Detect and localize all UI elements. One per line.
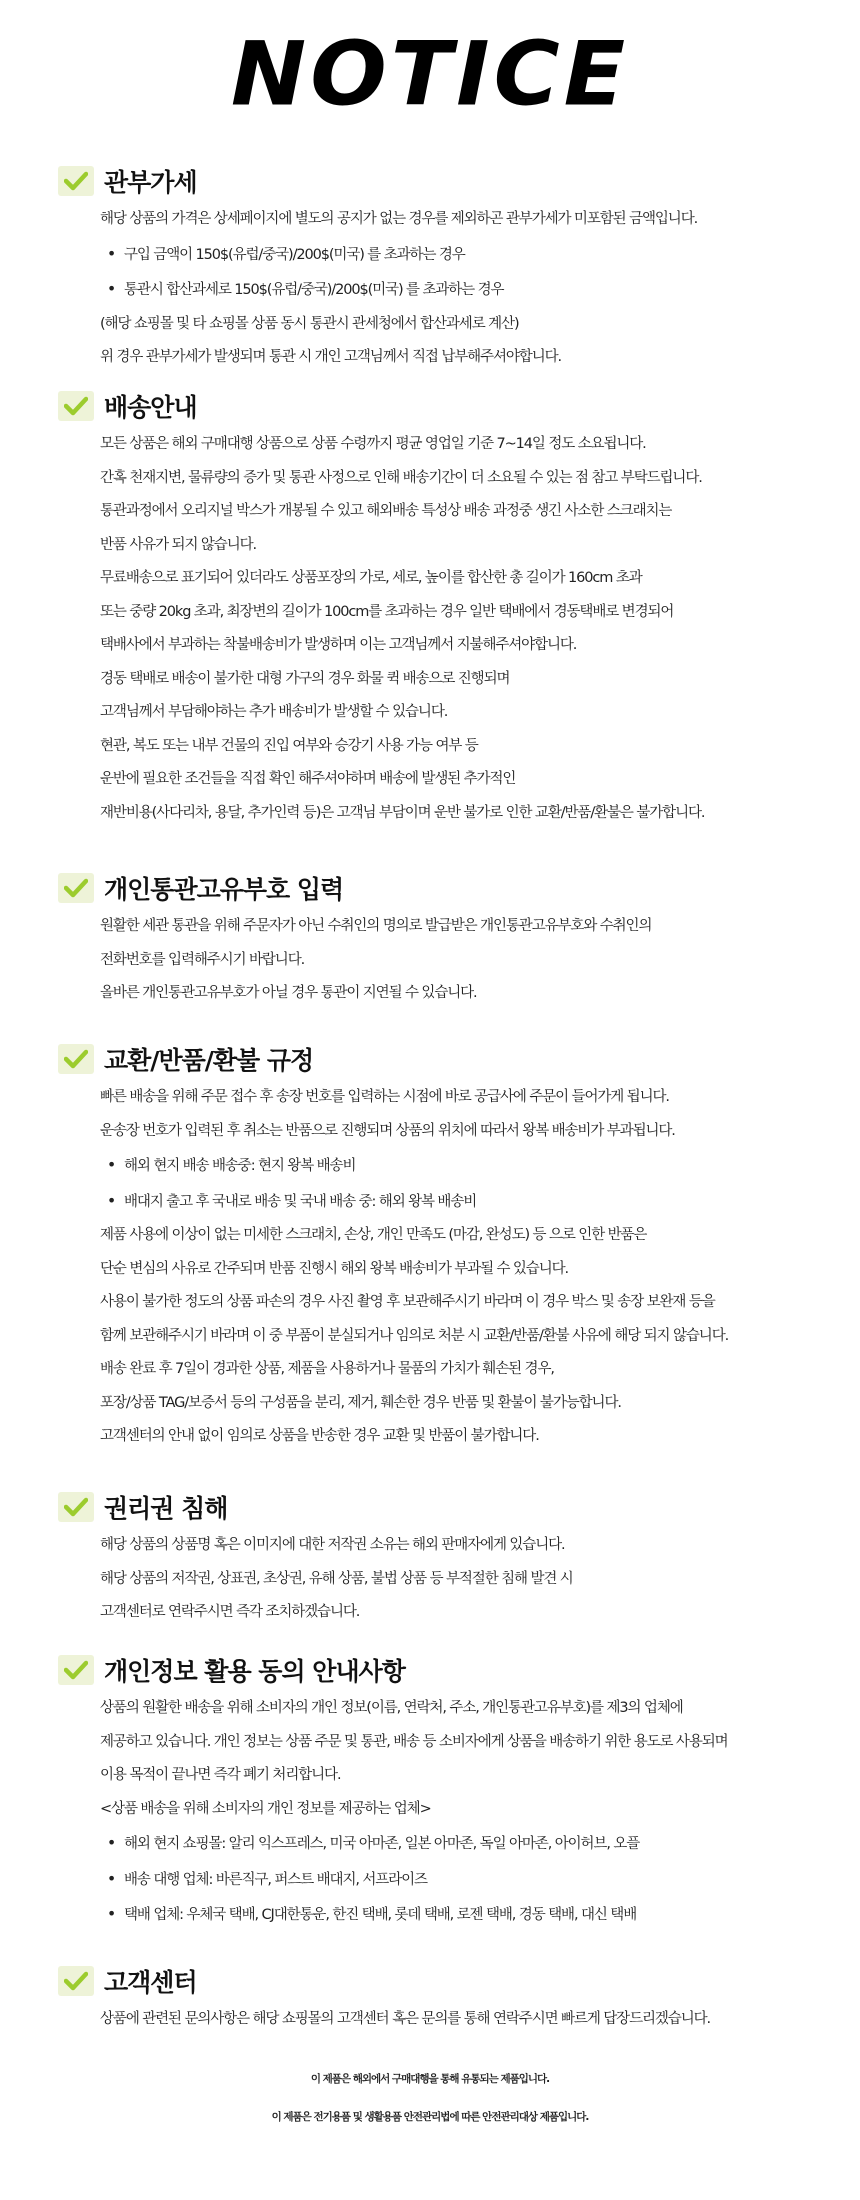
text-line: 상품에 관련된 문의사항은 해당 쇼핑몰의 고객센터 혹은 문의를 통해 연락주시면 빠르게 답장드리겠습니다. bbox=[100, 2011, 711, 2027]
text-line: 또는 중량 20kg 초과, 최장변의 길이가 100cm를 초과하는 경우 일반 택배에서 경동택배로 변경되어 bbox=[100, 603, 674, 620]
text-line: 위 경우 관부가세가 발생되며 통관 시 개인 고객님께서 직접 납부해주셔야합니다. bbox=[100, 349, 562, 365]
section-rights-infringement bbox=[58, 1488, 838, 1630]
check-icon bbox=[58, 391, 94, 421]
bullet-item: • 해외 현지 쇼핑몰: 알리 익스프레스, 미국 아마존, 일본 아마존, 독일 아마존, 아이허브, 오플 bbox=[100, 1826, 838, 1862]
section-title: 배송안내 bbox=[104, 393, 197, 422]
text-line: (해당 쇼핑몰 및 타 쇼핑몰 상품 동시 통관시 관세청에서 합산과세로 계산) bbox=[100, 315, 519, 332]
text-line: 간혹 천재지변, 물류량의 증가 및 통관 사정으로 인해 배송기간이 더 소요될 수 있는 점 참고 부탁드립니다. bbox=[100, 469, 702, 486]
text-line: 무료배송으로 표기되어 있더라도 상품포장의 가로, 세로, 높이를 합산한 총 길이가 160cm 초과 bbox=[100, 570, 642, 586]
section-customer-center bbox=[58, 1962, 838, 2037]
text-line: 고객님께서 부담해야하는 추가 배송비가 발생할 수 있습니다. bbox=[100, 704, 448, 720]
section-heading bbox=[58, 1651, 838, 1689]
text-line: <상품 배송을 위해 소비자의 개인 정보를 제공하는 업체> bbox=[100, 1800, 431, 1817]
check-icon bbox=[58, 1492, 94, 1522]
bullet-item: • 배대지 출고 후 국내로 배송 및 국내 배송 중: 해외 왕복 배송비 bbox=[100, 1184, 838, 1220]
section-title: 교환/반품/환불 규정 bbox=[104, 1046, 314, 1075]
text-line: 해당 상품의 상품명 혹은 이미지에 대한 저작권 소유는 해외 판매자에게 있습니다. bbox=[100, 1537, 565, 1553]
section-heading bbox=[58, 1488, 838, 1526]
text-line: 반품 사유가 되지 않습니다. bbox=[100, 536, 257, 553]
section-privacy-consent bbox=[58, 1651, 838, 1933]
section-heading bbox=[58, 1962, 838, 2000]
section-title: 고객센터 bbox=[104, 1968, 197, 1997]
section-customs-code bbox=[58, 869, 838, 1011]
bullet-item: • 구입 금액이 150$(유럽/중국)/200$(미국) 를 초과하는 경우 bbox=[100, 237, 838, 273]
section-heading bbox=[58, 1040, 838, 1078]
text-line: 단순 변심의 사유로 간주되며 반품 진행시 해외 왕복 배송비가 부과될 수 있습니다. bbox=[100, 1260, 569, 1277]
check-icon bbox=[58, 1044, 94, 1074]
text-line: 상품의 원활한 배송을 위해 소비자의 개인 정보(이름, 연락처, 주소, 개인통관고유부호)를 제3의 업체에 bbox=[100, 1700, 683, 1716]
text-line: 이용 목적이 끝나면 즉각 폐기 처리합니다. bbox=[100, 1767, 341, 1783]
text-line: 택배사에서 부과하는 착불배송비가 발생하며 이는 고객님께서 지불해주셔야합니다. bbox=[100, 637, 577, 653]
text-line: 올바른 개인통관고유부호가 아닐 경우 통관이 지연될 수 있습니다. bbox=[100, 985, 477, 1001]
text-line: 고객센터의 안내 없이 임의로 상품을 반송한 경우 교환 및 반품이 불가합니다. bbox=[100, 1428, 539, 1444]
check-icon bbox=[58, 1966, 94, 1996]
text-line: 모든 상품은 해외 구매대행 상품으로 상품 수령까지 평균 영업일 기준 7~14일 정도 소요됩니다. bbox=[100, 436, 646, 452]
section-customs-tax bbox=[58, 162, 838, 375]
text-line: 빠른 배송을 위해 주문 접수 후 송장 번호를 입력하는 시점에 바로 공급사에 주문이 들어가게 됩니다. bbox=[100, 1089, 669, 1105]
bullet-item: • 택배 업체: 우체국 택배, CJ대한통운, 한진 택배, 롯데 택배, 로젠 택배, 경동 택배, 대신 택배 bbox=[100, 1897, 838, 1933]
section-return-policy bbox=[58, 1040, 838, 1454]
bullet-item: • 해외 현지 배송 배송중: 현지 왕복 배송비 bbox=[100, 1148, 838, 1184]
footer-notice bbox=[0, 2060, 860, 2136]
section-title: 개인통관고유부호 입력 bbox=[104, 875, 344, 904]
section-shipping-info bbox=[58, 387, 838, 830]
text-line: 해당 상품의 가격은 상세페이지에 별도의 공지가 없는 경우를 제외하곤 관부가세가 미포함된 금액입니다. bbox=[100, 211, 698, 227]
text-line: 현관, 복도 또는 내부 건물의 진입 여부와 승강기 사용 가능 여부 등 bbox=[100, 737, 478, 754]
text-line: 사용이 불가한 정도의 상품 파손의 경우 사진 촬영 후 보관해주시기 바라며 이 경우 박스 및 송장 보완재 등을 bbox=[100, 1294, 715, 1310]
section-heading bbox=[58, 162, 838, 200]
section-heading bbox=[58, 387, 838, 425]
check-icon bbox=[58, 166, 94, 196]
check-icon bbox=[58, 873, 94, 903]
footer-line: 이 제품은 전기용품 및 생활용품 안전관리법에 따른 안전관리대상 제품입니다. bbox=[271, 2111, 589, 2123]
text-line: 운송장 번호가 입력된 후 취소는 반품으로 진행되며 상품의 위치에 따라서 왕복 배송비가 부과됩니다. bbox=[100, 1122, 675, 1139]
page-title: NOTICE bbox=[230, 23, 630, 126]
text-line: 경동 택배로 배송이 불가한 대형 가구의 경우 화물 퀵 배송으로 진행되며 bbox=[100, 670, 510, 687]
text-line: 배송 완료 후 7일이 경과한 상품, 제품을 사용하거나 물품의 가치가 훼손된 경우, bbox=[100, 1361, 554, 1377]
bullet-item: • 통관시 합산과세로 150$(유럽/중국)/200$(미국) 를 초과하는 경우 bbox=[100, 272, 838, 308]
section-title: 관부가세 bbox=[104, 168, 197, 197]
section-heading bbox=[58, 869, 838, 907]
footer-line: 이 제품은 해외에서 구매대행을 통해 유통되는 제품입니다. bbox=[310, 2073, 550, 2085]
text-line: 해당 상품의 저작권, 상표권, 초상권, 유해 상품, 불법 상품 등 부적절한 침해 발견 시 bbox=[100, 1570, 573, 1587]
check-icon bbox=[58, 1655, 94, 1685]
text-line: 통관과정에서 오리지널 박스가 개봉될 수 있고 해외배송 특성상 배송 과정중 생긴 사소한 스크래치는 bbox=[100, 503, 672, 519]
text-line: 고객센터로 연락주시면 즉각 조치하겠습니다. bbox=[100, 1604, 360, 1620]
text-line: 원활한 세관 통관을 위해 주문자가 아닌 수취인의 명의로 발급받은 개인통관고유부호와 수취인의 bbox=[100, 918, 652, 934]
text-line: 재반비용(사다리차, 용달, 추가인력 등)은 고객님 부담이며 운반 불가로 인한 교환/반품/환불은 불가합니다. bbox=[100, 804, 705, 821]
text-line: 운반에 필요한 조건들을 직접 확인 해주셔야하며 배송에 발생된 추가적인 bbox=[100, 771, 516, 787]
text-line: 함께 보관해주시기 바라며 이 중 부품이 분실되거나 임의로 처분 시 교환/반품/환불 사유에 해당 되지 않습니다. bbox=[100, 1327, 729, 1344]
bullet-item: • 배송 대행 업체: 바른직구, 퍼스트 배대지, 서프라이즈 bbox=[100, 1862, 838, 1898]
text-line: 전화번호를 입력해주시기 바랍니다. bbox=[100, 951, 305, 968]
text-line: 포장/상품 TAG/보증서 등의 구성품을 분리, 제거, 훼손한 경우 반품 및 환불이 불가능합니다. bbox=[100, 1394, 621, 1411]
text-line: 제공하고 있습니다. 개인 정보는 상품 주문 및 통관, 배송 등 소비자에게 상품을 배송하기 위한 용도로 사용되며 bbox=[100, 1733, 728, 1750]
section-title: 개인정보 활용 동의 안내사항 bbox=[104, 1657, 405, 1686]
text-line: 제품 사용에 이상이 없는 미세한 스크래치, 손상, 개인 만족도 (마감, 완성도) 등 으로 인한 반품은 bbox=[100, 1227, 647, 1243]
section-title: 권리권 침해 bbox=[104, 1494, 228, 1523]
